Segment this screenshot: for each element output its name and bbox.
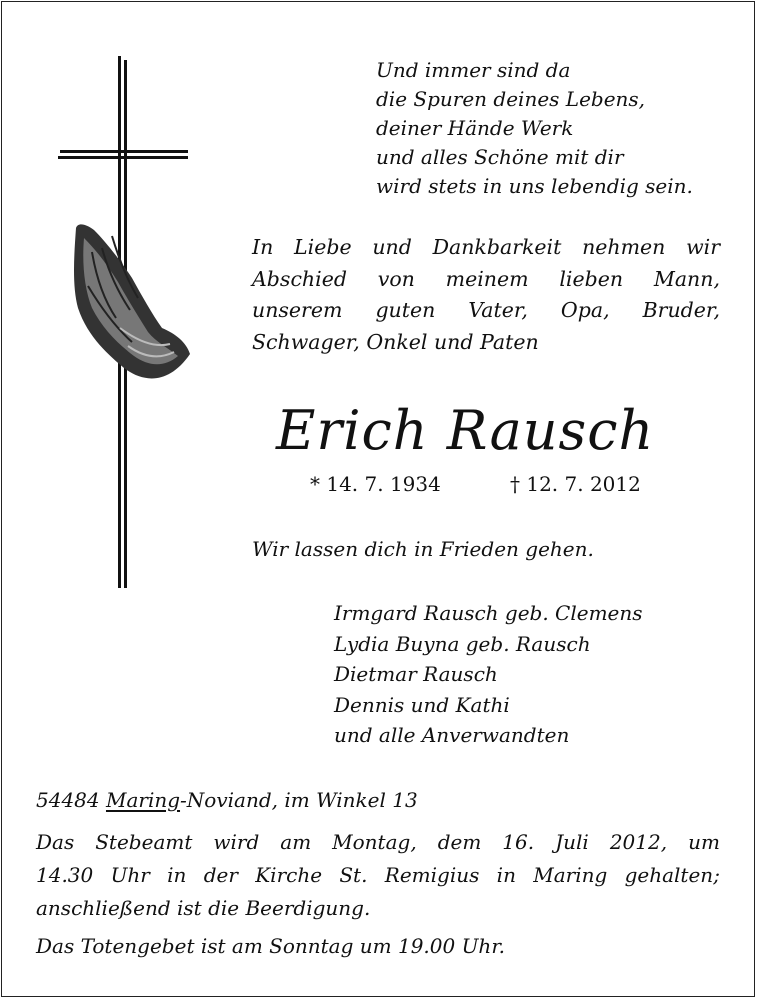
word: 14.30 [36, 863, 94, 887]
word: unserem [252, 298, 343, 322]
word: Maring [533, 863, 608, 887]
word: Liebe [294, 235, 352, 259]
word: und [372, 235, 412, 259]
cross-icon [58, 56, 194, 590]
word: Mann, [653, 266, 720, 291]
poem [376, 56, 693, 201]
word: Das [36, 830, 75, 854]
word: Dankbarkeit [432, 235, 562, 259]
family-member: Irmgard Rausch geb. Clemens [334, 601, 643, 625]
word: Uhr [110, 863, 150, 887]
postal-code: 54484 [36, 788, 100, 812]
family-member: Dietmar Rausch [334, 662, 498, 686]
word: gehalten; [624, 863, 720, 887]
word: Remigius [384, 863, 480, 887]
word: der [203, 863, 238, 887]
service-line [36, 859, 720, 892]
word: Vater, [468, 298, 528, 322]
service-last-line: anschließend ist die Beerdigung. [36, 896, 371, 920]
poem-line: deiner Hände Werk [376, 116, 574, 140]
praying-hands-icon [74, 224, 190, 378]
death-date: † 12. 7. 2012 [510, 472, 641, 496]
poem-line: die Spuren deines Lebens, [376, 87, 646, 111]
word: um [688, 830, 720, 854]
family-list [334, 598, 643, 751]
prayer-info: Das Totengebet ist am Sonntag um 19.00 Uhr. [36, 934, 506, 958]
word: 2012, [609, 830, 668, 854]
service-line [36, 826, 720, 859]
word: 16. [502, 830, 535, 854]
word: in [496, 863, 516, 887]
word: Opa, [560, 298, 610, 322]
word: am [280, 830, 312, 854]
intro-paragraph [252, 232, 720, 358]
word: wir [686, 235, 720, 259]
word: Kirche [255, 863, 323, 887]
family-member: Lydia Buyna geb. Rausch [334, 631, 591, 656]
word: von [377, 266, 415, 291]
word: nehmen [582, 235, 666, 259]
service-info [36, 826, 720, 925]
poem-line: wird stets in uns lebendig sein. [376, 174, 693, 198]
word: Bruder, [642, 298, 720, 322]
intro-line [252, 232, 720, 264]
word: Montag, [332, 830, 417, 854]
word: Stebeamt [95, 830, 193, 854]
address-rest: -Noviand, im Winkel 13 [180, 788, 418, 812]
intro-line [252, 264, 720, 296]
family-member: Dennis und Kathi [334, 692, 510, 717]
word: dem [437, 830, 482, 854]
word: wird [213, 830, 260, 854]
word: Abschied [252, 266, 347, 291]
word: guten [375, 298, 436, 322]
intro-last-line: Schwager, Onkel und Paten [252, 329, 539, 354]
word: In [252, 235, 274, 259]
poem-line: und alles Schöne mit dir [376, 145, 624, 169]
town-name: Maring [105, 788, 181, 812]
deceased-name: Erich Rausch [276, 399, 655, 462]
farewell-text: Wir lassen dich in Frieden gehen. [252, 537, 594, 561]
poem-line: Und immer sind da [376, 58, 571, 82]
intro-line [252, 295, 720, 327]
word: Juli [555, 830, 589, 854]
word: St. [339, 863, 368, 887]
birth-date: * 14. 7. 1934 [310, 472, 441, 496]
word: meinem [445, 266, 529, 291]
word: lieben [559, 266, 624, 291]
word: in [167, 863, 187, 887]
address [36, 785, 418, 815]
family-member: und alle Anverwandten [334, 723, 570, 747]
